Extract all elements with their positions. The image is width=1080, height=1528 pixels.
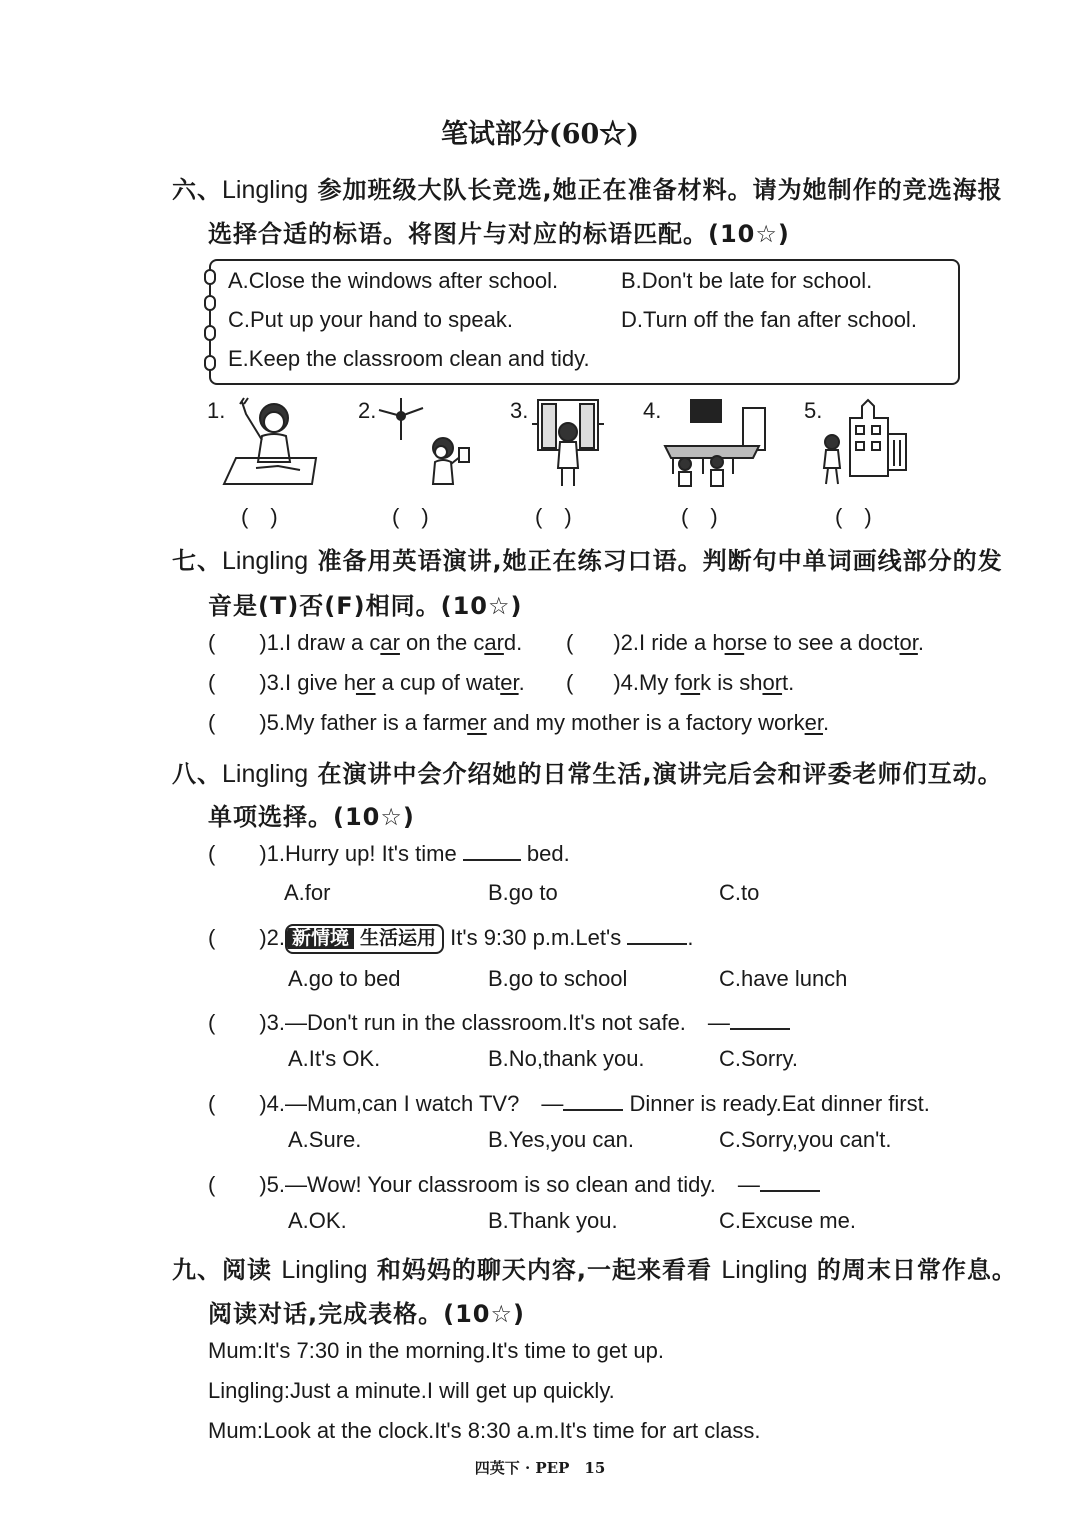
option-c: C.Put up your hand to speak. (228, 307, 513, 332)
choice-question-1: ( )1.Hurry up! It's time bed. (208, 841, 570, 866)
section-number: 九、 (172, 1256, 222, 1284)
answer-blank[interactable] (463, 859, 521, 861)
option-a: A.Close the windows after school. (228, 268, 559, 293)
option-b: B.Don't be late for school. (621, 268, 873, 293)
answer-blank[interactable] (563, 1109, 623, 1111)
answer-bracket-4[interactable]: ( ) (681, 504, 718, 529)
q2-option-a: A.go to bed (288, 966, 401, 991)
boy-and-school-building-illustration (818, 396, 910, 488)
name-text: Lingling (222, 547, 309, 575)
q4-option-a: A.Sure. (288, 1127, 362, 1152)
section-7-heading (172, 541, 1003, 576)
girl-raising-hand-illustration (222, 396, 322, 488)
heading-text: 准备用英语演讲,她正在练习口语。判断句中单词画线部分的发 (308, 547, 1003, 575)
q1-option-b: B.go to (488, 880, 558, 905)
fan-and-girl-illustration (375, 398, 475, 488)
section-6-heading-line2: 选择合适的标语。将图片与对应的标语匹配。(10☆) (208, 220, 790, 248)
name-text: Lingling (281, 1256, 368, 1284)
judge-item-1: ( )1.I draw a car on the card. (208, 630, 523, 655)
answer-bracket-5[interactable]: ( ) (835, 504, 872, 529)
choice-question-2: ( )2. 新情境 生活运用 It's 9:30 p.m.Let's . (208, 924, 693, 954)
choice-question-3: ( )3.—Don't run in the classroom.It's not safe. — (208, 1006, 790, 1037)
binder-ring (204, 269, 216, 285)
q3-option-a: A.It's OK. (288, 1046, 381, 1071)
name-text: Lingling (222, 760, 309, 788)
judge-item-2: ( )2.I ride a horse to see a doctor. (566, 630, 924, 655)
page-title: 笔试部分(60☆) (440, 119, 640, 150)
section-8-heading-line2: 单项选择。(10☆) (208, 803, 415, 831)
picture-number: 1. (207, 398, 226, 423)
q5-option-c: C.Excuse me. (719, 1208, 856, 1233)
section-9-heading: 九、阅读 Lingling 和妈妈的聊天内容,一起来看看 Lingling 的周末日常作息。 (172, 1256, 1017, 1284)
section-6-heading (172, 170, 1003, 205)
picture-number: 5. (804, 398, 823, 423)
name-text: Lingling (721, 1256, 808, 1284)
section-8-heading (172, 754, 1003, 789)
binder-ring (204, 295, 216, 311)
q1-option-c: C.to (719, 880, 760, 905)
heading-text: 在演讲中会介绍她的日常生活,演讲完后会和评委老师们互动。 (308, 760, 1003, 788)
girl-closing-window-illustration (532, 398, 604, 488)
context-tag: 新情境 生活运用 (285, 924, 444, 954)
option-e: E.Keep the classroom clean and tidy. (228, 346, 590, 371)
q5-option-a: A.OK. (288, 1208, 347, 1233)
section-number: 六、 (172, 176, 222, 204)
dialogue-line: Mum:Look at the clock.It's 8:30 a.m.It's time for art class. (208, 1418, 761, 1443)
dialogue-line: Mum:It's 7:30 in the morning.It's time to get up. (208, 1338, 664, 1363)
heading-text: 参加班级大队长竞选,她正在准备材料。请为她制作的竞选海报 (308, 176, 1003, 204)
binder-ring (204, 355, 216, 371)
answer-blank[interactable] (760, 1190, 820, 1192)
section-number: 七、 (172, 547, 222, 575)
q4-option-b: B.Yes,you can. (488, 1127, 634, 1152)
dialogue-line: Lingling:Just a minute.I will get up quickly. (208, 1378, 615, 1403)
answer-bracket-2[interactable]: ( ) (392, 504, 429, 529)
q1-option-a: A.for (284, 880, 331, 905)
picture-number: 4. (643, 398, 662, 423)
section-9-heading-line2: 阅读对话,完成表格。(10☆) (208, 1300, 525, 1328)
judge-item-5: ( )5.My father is a farmer and my mother is a factory worker. (208, 710, 830, 735)
choice-question-4: ( )4.—Mum,can I watch TV? — Dinner is ready.Eat dinner first. (208, 1091, 930, 1116)
option-d: D.Turn off the fan after school. (621, 307, 917, 332)
q4-option-c: C.Sorry,you can't. (719, 1127, 892, 1152)
choice-question-5: ( )5.—Wow! Your classroom is so clean and tidy. — (208, 1168, 820, 1199)
classroom-students-illustration (663, 398, 773, 490)
judge-item-3: ( )3.I give her a cup of water. (208, 670, 525, 695)
q3-option-b: B.No,thank you. (488, 1046, 645, 1071)
picture-number: 2. (358, 398, 377, 423)
name-text: Lingling (222, 176, 309, 204)
section-7-heading-line2: 音是(T)否(F)相同。(10☆) (208, 592, 523, 620)
answer-blank[interactable] (627, 943, 687, 945)
binder-ring (204, 325, 216, 341)
q3-option-c: C.Sorry. (719, 1046, 799, 1071)
picture-number: 3. (510, 398, 529, 423)
q5-option-b: B.Thank you. (488, 1208, 618, 1233)
judge-item-4: ( )4.My fork is short. (566, 670, 795, 695)
q2-option-b: B.go to school (488, 966, 628, 991)
q2-option-c: C.have lunch (719, 966, 848, 991)
answer-bracket-1[interactable]: ( ) (241, 504, 278, 529)
answer-bracket-3[interactable]: ( ) (535, 504, 572, 529)
page-footer: 四英下 · PEP 15 (474, 1459, 606, 1477)
answer-blank[interactable] (730, 1028, 790, 1030)
section-number: 八、 (172, 760, 222, 788)
